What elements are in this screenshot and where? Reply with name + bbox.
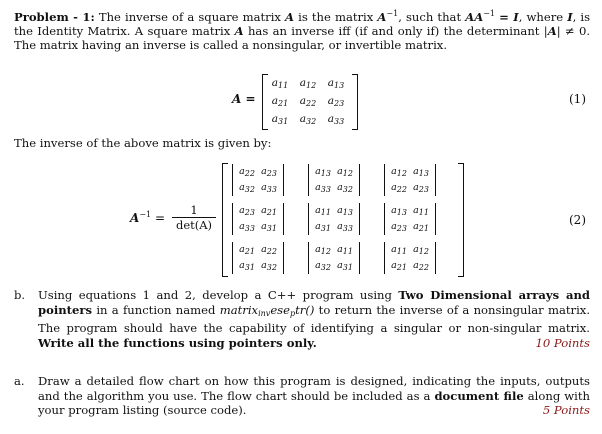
- matrix-entry: $a_{11}$: [315, 205, 331, 217]
- matrix-entry: $a_{33}$: [337, 221, 353, 233]
- matrix-entry: $a_{33}$: [261, 182, 277, 194]
- matrix-entry: $a_{12}$: [299, 76, 317, 90]
- equation-number-1: (1): [569, 92, 586, 106]
- problem-text: , is the Identity Matrix. A square matrix: [14, 10, 591, 39]
- item-b-text: [38, 288, 590, 350]
- matrix-entry: $a_{13}$: [413, 166, 429, 178]
- matrix-entry: $a_{31}$: [271, 112, 289, 126]
- matrix-entry: $a_{33}$: [315, 182, 331, 194]
- points-b: 10 Points: [535, 335, 590, 350]
- superscript: −1: [483, 9, 496, 18]
- fraction-denominator: det(A): [175, 218, 213, 232]
- cofactor-det: [384, 164, 436, 196]
- matrix-entry: $a_{21}$: [391, 260, 407, 272]
- cofactor-det: [232, 164, 284, 196]
- symbol-A: A: [130, 211, 140, 225]
- inverse-left-bracket: [222, 163, 228, 277]
- matrix-entry: $a_{31}$: [239, 260, 255, 272]
- item-a-label: a.: [14, 374, 25, 388]
- cofactor-det: [232, 203, 284, 235]
- cofactor-det: [232, 242, 284, 274]
- cofactor-det: [308, 164, 360, 196]
- matrix-entry: $a_{12}$: [337, 166, 353, 178]
- symbol-I: I: [567, 10, 573, 24]
- identity-eq: = I: [499, 10, 519, 24]
- item-a-bold: document file: [434, 388, 524, 403]
- points-a: 5 Points: [542, 403, 590, 418]
- matrix-entry: $a_{31}$: [261, 221, 277, 233]
- matrix-entry: $a_{32}$: [337, 182, 353, 194]
- matrix-entry: $a_{12}$: [315, 244, 331, 256]
- superscript: −1: [386, 9, 399, 18]
- problem-text: has an inverse iff (if and only if) the determinant |: [247, 24, 548, 39]
- superscript: −1: [139, 210, 152, 219]
- symbol-A: A: [234, 24, 244, 39]
- matrix-entry: $a_{31}$: [337, 260, 353, 272]
- problem-statement: [14, 7, 590, 53]
- problem-text: , where: [518, 10, 564, 24]
- eq1-lhs: A =: [232, 92, 256, 106]
- matrix-entry: $a_{21}$: [413, 221, 429, 233]
- matrix-entry: $a_{23}$: [391, 221, 407, 233]
- item-b-bold-2: Write all the functions using pointers only.: [38, 335, 317, 350]
- item-b-bold-1: Two Dimensional arrays and pointers: [38, 288, 590, 317]
- matrix-entry: $a_{23}$: [413, 182, 429, 194]
- equals-sign: =: [154, 211, 165, 225]
- cofactor-det: [384, 242, 436, 274]
- problem-text: is the matrix: [298, 10, 374, 24]
- matrix-entry: $a_{21}$: [271, 94, 289, 108]
- matrix-entry: $a_{23}$: [261, 166, 277, 178]
- identity-eq: AA: [465, 10, 484, 24]
- matrix-entry: $a_{32}$: [261, 260, 277, 272]
- fraction-numerator: 1: [172, 203, 216, 218]
- matrix-entry: $a_{13}$: [327, 76, 345, 90]
- item-b-label: b.: [14, 288, 26, 302]
- matrix-entry: $a_{31}$: [315, 221, 331, 233]
- matrix-entry: $a_{32}$: [239, 182, 255, 194]
- item-a-text: [38, 374, 590, 418]
- matrix-entry: $a_{12}$: [391, 166, 407, 178]
- item-a-text-1: Draw a detailed flow chart on how this program is designed, indicating the inputs, outputs and the algorithm you use. The flow chart should be included as a: [38, 374, 590, 403]
- symbol-A: A: [547, 24, 557, 39]
- matrix-entry: $a_{32}$: [299, 112, 317, 126]
- cofactor-det: [308, 242, 360, 274]
- item-b-text-2: in a function named: [96, 302, 216, 317]
- matrix-entry: $a_{13}$: [391, 205, 407, 217]
- matrix-A: [266, 74, 350, 128]
- matrix-entry: $a_{11}$: [391, 244, 407, 256]
- symbol-A: A: [285, 10, 295, 24]
- problem-text: , such that: [398, 10, 462, 24]
- matrix-entry: $a_{21}$: [239, 244, 255, 256]
- item-a-text-2: along with your program listing (source code).: [38, 388, 590, 418]
- problem-text: | ≠ 0. The matrix having an inverse is called a nonsingular, or invertible matrix.: [14, 24, 591, 53]
- function-name: matrix$_{inv}$ese$_p$tr(): [219, 302, 315, 318]
- matrix-entry: $a_{13}$: [337, 205, 353, 217]
- matrix-entry: $a_{22}$: [261, 244, 277, 256]
- item-b-text-1: Using equations 1 and 2, develop a C++ program using: [38, 288, 392, 302]
- matrix-entry: $a_{22}$: [239, 166, 255, 178]
- inverse-right-bracket: [458, 163, 464, 277]
- inverse-caption: The inverse of the above matrix is given by:: [14, 136, 272, 150]
- matrix-entry: $a_{22}$: [299, 94, 317, 108]
- matrix-entry: $a_{32}$: [315, 260, 331, 272]
- equation-number-2: (2): [569, 213, 586, 227]
- matrix-entry: $a_{12}$: [413, 244, 429, 256]
- matrix-entry: $a_{21}$: [261, 205, 277, 217]
- cofactor-det: [384, 203, 436, 235]
- eq2-lhs: [130, 210, 165, 225]
- matrix-entry: $a_{13}$: [315, 166, 331, 178]
- matrix-entry: $a_{22}$: [391, 182, 407, 194]
- matrix-entry: $a_{11}$: [413, 205, 429, 217]
- matrix-entry: $a_{23}$: [327, 94, 345, 108]
- matrix-entry: $a_{11}$: [337, 244, 353, 256]
- matrix-entry: $a_{33}$: [239, 221, 255, 233]
- symbol-Ainv: A: [377, 10, 387, 24]
- matrix-right-bracket: [352, 74, 358, 130]
- problem-text: The inverse of a square matrix: [98, 10, 281, 24]
- cofactor-det: [308, 203, 360, 235]
- fraction: [172, 203, 216, 232]
- matrix-entry: $a_{33}$: [327, 112, 345, 126]
- item-b-text-3: to return the inverse of a nonsingular matrix. The program should have the capability of identifying a singular or non-singular matrix.: [38, 302, 590, 336]
- matrix-entry: $a_{11}$: [271, 76, 289, 90]
- matrix-entry: $a_{23}$: [239, 205, 255, 217]
- matrix-entry: $a_{22}$: [413, 260, 429, 272]
- problem-label: Problem - 1:: [14, 10, 95, 24]
